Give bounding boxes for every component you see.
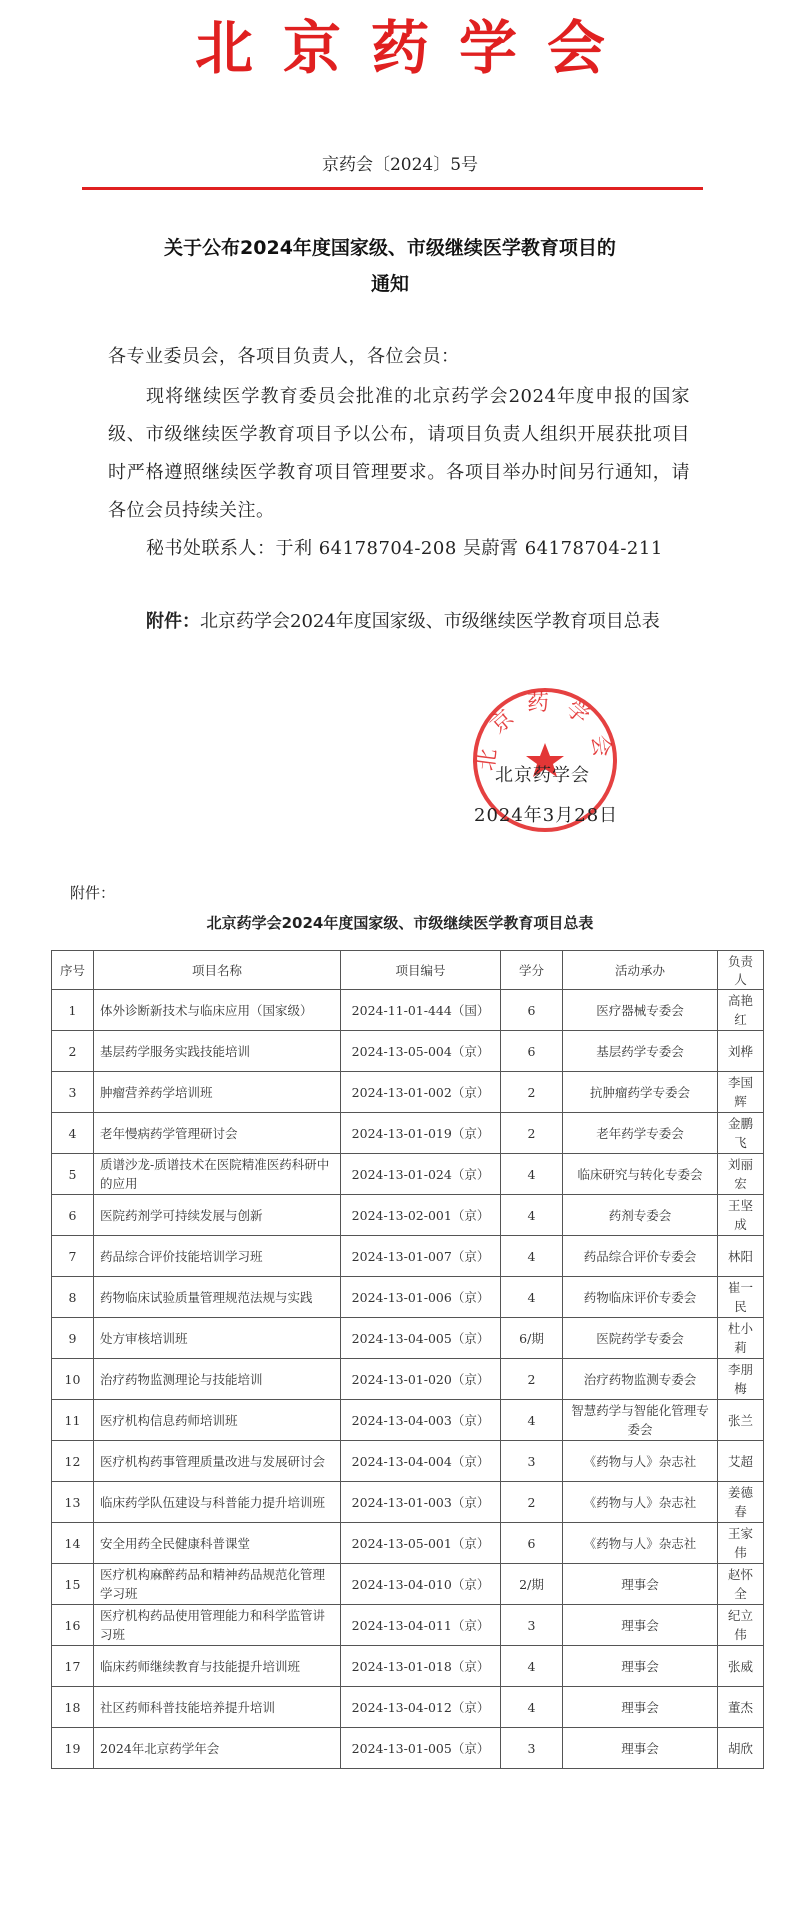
cell-credits: 6/期 xyxy=(501,1318,563,1359)
col-header-name: 项目名称 xyxy=(94,951,341,990)
cell-credits: 3 xyxy=(501,1441,563,1482)
cell-project-code: 2024-13-04-005（京） xyxy=(341,1318,501,1359)
cell-project-name: 药物临床试验质量管理规范法规与实践 xyxy=(94,1277,341,1318)
cell-credits: 4 xyxy=(501,1195,563,1236)
cell-index: 15 xyxy=(52,1564,94,1605)
cell-credits: 4 xyxy=(501,1646,563,1687)
cell-organizer: 《药物与人》杂志社 xyxy=(563,1523,718,1564)
cell-credits: 6 xyxy=(501,990,563,1031)
table-row xyxy=(52,1236,764,1277)
cell-organizer: 《药物与人》杂志社 xyxy=(563,1441,718,1482)
cell-lead: 金鹏飞 xyxy=(718,1113,764,1154)
cell-project-code: 2024-13-05-001（京） xyxy=(341,1523,501,1564)
attachment-label: 附件： xyxy=(146,611,200,632)
cell-organizer: 理事会 xyxy=(563,1728,718,1769)
cell-project-code: 2024-13-02-001（京） xyxy=(341,1195,501,1236)
cell-lead: 高艳红 xyxy=(718,990,764,1031)
cell-index: 16 xyxy=(52,1605,94,1646)
cell-index: 4 xyxy=(52,1113,94,1154)
notice-title xyxy=(120,230,660,302)
cell-index: 11 xyxy=(52,1400,94,1441)
cell-credits: 4 xyxy=(501,1277,563,1318)
cell-project-name: 医疗机构麻醉药品和精神药品规范化管理学习班 xyxy=(94,1564,341,1605)
cell-lead: 纪立伟 xyxy=(718,1605,764,1646)
table-row xyxy=(52,1072,764,1113)
appendix-label: 附件： xyxy=(70,884,116,902)
cell-project-code: 2024-13-01-003（京） xyxy=(341,1482,501,1523)
signature-date: 2024年3月28日 xyxy=(474,805,619,826)
col-header-credits: 学分 xyxy=(501,951,563,990)
cell-index: 18 xyxy=(52,1687,94,1728)
project-table-wrapper xyxy=(51,950,764,1769)
table-row xyxy=(52,1564,764,1605)
attachment-text: 北京药学会2024年度国家级、市级继续医学教育项目总表 xyxy=(200,611,660,632)
cell-project-code: 2024-11-01-444（国） xyxy=(341,990,501,1031)
cell-project-code: 2024-13-04-012（京） xyxy=(341,1687,501,1728)
cell-index: 5 xyxy=(52,1154,94,1195)
cell-lead: 赵怀全 xyxy=(718,1564,764,1605)
cell-index: 9 xyxy=(52,1318,94,1359)
cell-project-name: 2024年北京药学年会 xyxy=(94,1728,341,1769)
table-row xyxy=(52,1277,764,1318)
project-table xyxy=(51,950,764,1769)
cell-index: 3 xyxy=(52,1072,94,1113)
cell-organizer: 药品综合评价专委会 xyxy=(563,1236,718,1277)
cell-credits: 2 xyxy=(501,1359,563,1400)
cell-project-name: 医疗机构药品使用管理能力和科学监管讲习班 xyxy=(94,1605,341,1646)
cell-index: 14 xyxy=(52,1523,94,1564)
cell-credits: 3 xyxy=(501,1605,563,1646)
cell-lead: 杜小莉 xyxy=(718,1318,764,1359)
notice-paragraph: 现将继续医学教育委员会批准的北京药学会2024年度申报的国家级、市级继续医学教育项目予以公布，请项目负责人组织开展获批项目时严格遵照继续医学教育项目管理要求。各项目举办时间另行通知，请各位会员持续关注。 xyxy=(108,386,690,521)
cell-lead: 张兰 xyxy=(718,1400,764,1441)
cell-lead: 刘桦 xyxy=(718,1031,764,1072)
cell-organizer: 抗肿瘤药学专委会 xyxy=(563,1072,718,1113)
red-divider xyxy=(82,187,703,190)
cell-project-name: 体外诊断新技术与临床应用（国家级） xyxy=(94,990,341,1031)
cell-credits: 4 xyxy=(501,1687,563,1728)
cell-credits: 4 xyxy=(501,1236,563,1277)
cell-organizer: 治疗药物监测专委会 xyxy=(563,1359,718,1400)
cell-credits: 6 xyxy=(501,1523,563,1564)
table-row xyxy=(52,1400,764,1441)
cell-lead: 王家伟 xyxy=(718,1523,764,1564)
cell-credits: 4 xyxy=(501,1400,563,1441)
cell-index: 12 xyxy=(52,1441,94,1482)
notice-title-line1: 关于公布2024年度国家级、市级继续医学教育项目的 xyxy=(164,237,616,259)
cell-lead: 林阳 xyxy=(718,1236,764,1277)
table-row xyxy=(52,1359,764,1400)
cell-organizer: 老年药学专委会 xyxy=(563,1113,718,1154)
cell-organizer: 理事会 xyxy=(563,1687,718,1728)
cell-project-code: 2024-13-04-011（京） xyxy=(341,1605,501,1646)
cell-project-name: 药品综合评价技能培训学习班 xyxy=(94,1236,341,1277)
cell-project-code: 2024-13-04-003（京） xyxy=(341,1400,501,1441)
cell-project-name: 安全用药全民健康科普课堂 xyxy=(94,1523,341,1564)
svg-text:北京药学会: 北京药学会 xyxy=(474,691,616,773)
org-header-title: 北京药学会 xyxy=(194,14,635,82)
cell-index: 10 xyxy=(52,1359,94,1400)
cell-project-name: 医院药剂学可持续发展与创新 xyxy=(94,1195,341,1236)
cell-project-code: 2024-13-01-002（京） xyxy=(341,1072,501,1113)
table-row xyxy=(52,990,764,1031)
cell-project-code: 2024-13-01-006（京） xyxy=(341,1277,501,1318)
cell-index: 2 xyxy=(52,1031,94,1072)
cell-lead: 张威 xyxy=(718,1646,764,1687)
cell-index: 6 xyxy=(52,1195,94,1236)
cell-organizer: 智慧药学与智能化管理专委会 xyxy=(563,1400,718,1441)
cell-project-code: 2024-13-04-010（京） xyxy=(341,1564,501,1605)
cell-project-code: 2024-13-01-007（京） xyxy=(341,1236,501,1277)
cell-organizer: 临床研究与转化专委会 xyxy=(563,1154,718,1195)
contact-line: 秘书处联系人：于利 64178704-208 吴蔚霄 64178704-211 xyxy=(146,538,663,559)
cell-project-name: 处方审核培训班 xyxy=(94,1318,341,1359)
cell-project-code: 2024-13-01-024（京） xyxy=(341,1154,501,1195)
cell-index: 13 xyxy=(52,1482,94,1523)
table-row xyxy=(52,1441,764,1482)
notice-title-line2: 通知 xyxy=(370,273,409,295)
cell-credits: 2 xyxy=(501,1482,563,1523)
cell-project-code: 2024-13-04-004（京） xyxy=(341,1441,501,1482)
table-row xyxy=(52,1523,764,1564)
attachment-note xyxy=(146,604,766,640)
cell-lead: 胡欣 xyxy=(718,1728,764,1769)
cell-lead: 崔一民 xyxy=(718,1277,764,1318)
col-header-index: 序号 xyxy=(52,951,94,990)
table-row xyxy=(52,1605,764,1646)
table-row xyxy=(52,1113,764,1154)
cell-project-name: 基层药学服务实践技能培训 xyxy=(94,1031,341,1072)
cell-index: 19 xyxy=(52,1728,94,1769)
table-row xyxy=(52,1195,764,1236)
cell-index: 17 xyxy=(52,1646,94,1687)
cell-organizer: 理事会 xyxy=(563,1646,718,1687)
cell-project-code: 2024-13-01-019（京） xyxy=(341,1113,501,1154)
cell-lead: 艾超 xyxy=(718,1441,764,1482)
table-body xyxy=(52,990,764,1769)
appendix-table-title: 北京药学会2024年度国家级、市级继续医学教育项目总表 xyxy=(206,914,594,932)
cell-organizer: 理事会 xyxy=(563,1605,718,1646)
cell-lead: 李朋梅 xyxy=(718,1359,764,1400)
table-row xyxy=(52,1031,764,1072)
cell-organizer: 医疗器械专委会 xyxy=(563,990,718,1031)
col-header-lead: 负责人 xyxy=(718,951,764,990)
cell-project-code: 2024-13-05-004（京） xyxy=(341,1031,501,1072)
table-row xyxy=(52,1154,764,1195)
cell-project-name: 社区药师科普技能培养提升培训 xyxy=(94,1687,341,1728)
cell-index: 8 xyxy=(52,1277,94,1318)
table-header-row xyxy=(52,951,764,990)
cell-credits: 6 xyxy=(501,1031,563,1072)
salutation: 各专业委员会，各项目负责人，各位会员： xyxy=(108,346,460,367)
cell-project-name: 质谱沙龙-质谱技术在医院精准医药科研中的应用 xyxy=(94,1154,341,1195)
signature-org: 北京药学会 xyxy=(495,765,590,786)
col-header-code: 项目编号 xyxy=(341,951,501,990)
cell-lead: 姜德春 xyxy=(718,1482,764,1523)
cell-organizer: 理事会 xyxy=(563,1564,718,1605)
cell-organizer: 基层药学专委会 xyxy=(563,1031,718,1072)
cell-credits: 4 xyxy=(501,1154,563,1195)
cell-lead: 刘丽宏 xyxy=(718,1154,764,1195)
cell-project-name: 老年慢病药学管理研讨会 xyxy=(94,1113,341,1154)
cell-project-name: 肿瘤营养药学培训班 xyxy=(94,1072,341,1113)
table-row xyxy=(52,1482,764,1523)
cell-lead: 董杰 xyxy=(718,1687,764,1728)
cell-project-name: 临床药学队伍建设与科普能力提升培训班 xyxy=(94,1482,341,1523)
cell-project-name: 临床药师继续教育与技能提升培训班 xyxy=(94,1646,341,1687)
cell-project-code: 2024-13-01-018（京） xyxy=(341,1646,501,1687)
cell-organizer: 药剂专委会 xyxy=(563,1195,718,1236)
cell-project-code: 2024-13-01-020（京） xyxy=(341,1359,501,1400)
cell-credits: 2/期 xyxy=(501,1564,563,1605)
cell-project-name: 治疗药物监测理论与技能培训 xyxy=(94,1359,341,1400)
document-number: 京药会〔2024〕5号 xyxy=(321,155,479,175)
col-header-organizer: 活动承办 xyxy=(563,951,718,990)
cell-organizer: 医院药学专委会 xyxy=(563,1318,718,1359)
cell-project-name: 医疗机构药事管理质量改进与发展研讨会 xyxy=(94,1441,341,1482)
cell-organizer: 药物临床评价专委会 xyxy=(563,1277,718,1318)
table-row xyxy=(52,1646,764,1687)
cell-index: 1 xyxy=(52,990,94,1031)
cell-credits: 2 xyxy=(501,1072,563,1113)
cell-credits: 2 xyxy=(501,1113,563,1154)
table-row xyxy=(52,1687,764,1728)
cell-organizer: 《药物与人》杂志社 xyxy=(563,1482,718,1523)
cell-lead: 李国辉 xyxy=(718,1072,764,1113)
table-row xyxy=(52,1318,764,1359)
cell-project-name: 医疗机构信息药师培训班 xyxy=(94,1400,341,1441)
cell-lead: 王坚成 xyxy=(718,1195,764,1236)
cell-credits: 3 xyxy=(501,1728,563,1769)
table-row xyxy=(52,1728,764,1769)
cell-index: 7 xyxy=(52,1236,94,1277)
cell-project-code: 2024-13-01-005（京） xyxy=(341,1728,501,1769)
